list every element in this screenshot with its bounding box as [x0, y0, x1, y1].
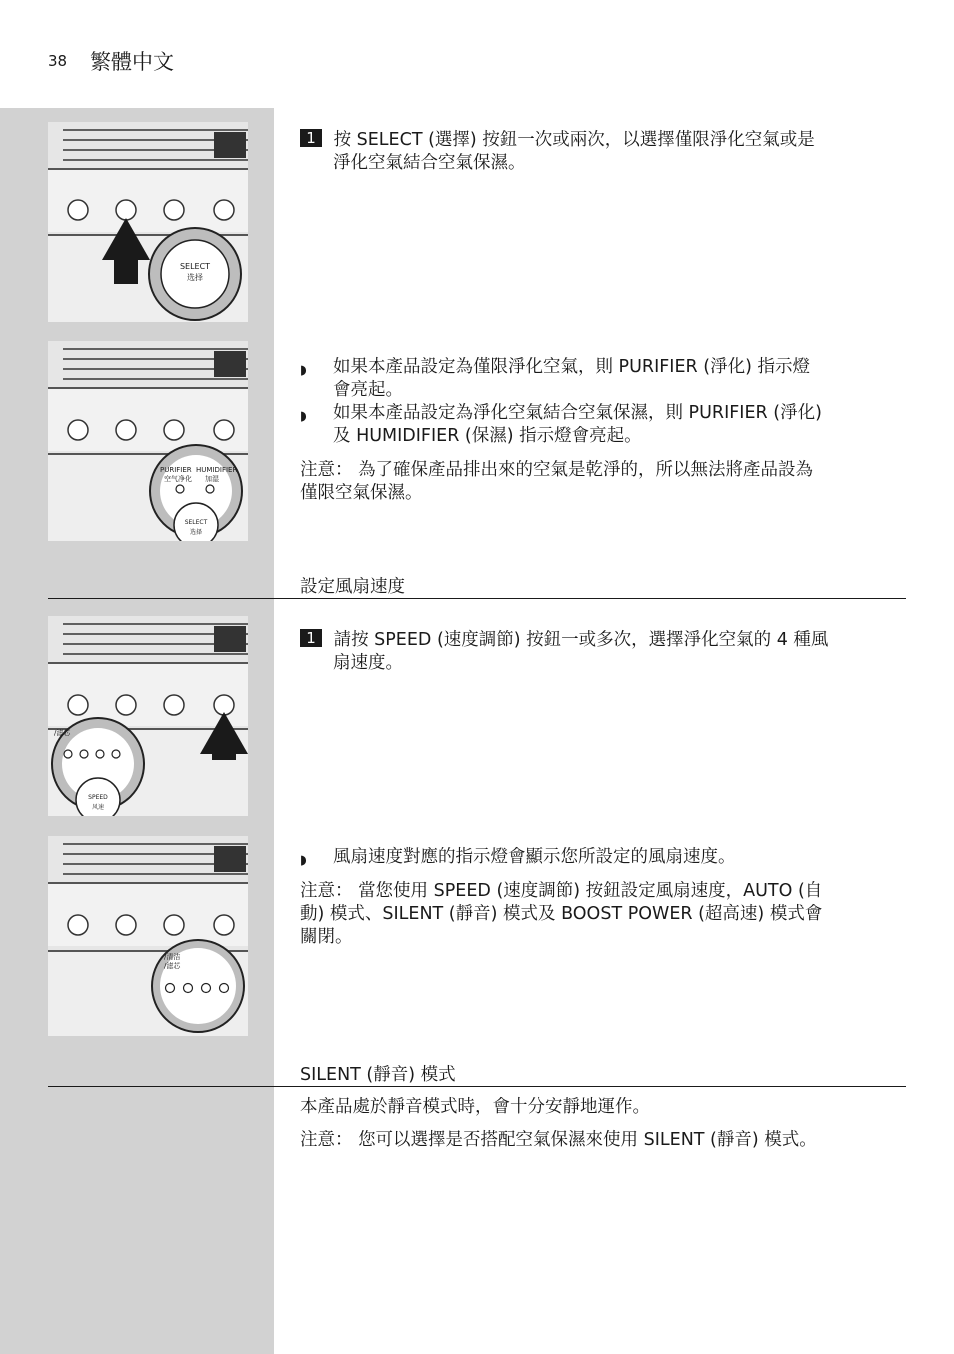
silent-note: 注意： 您可以選擇是否搭配空氣保濕來使用 SILENT (靜音) 模式。 [300, 1130, 817, 1150]
page-number: 38 [48, 52, 68, 70]
section-heading-silent: SILENT (靜音) 模式 [300, 1065, 456, 1085]
speed-label: SPEED [88, 794, 108, 801]
select-label: SELECT [184, 519, 208, 526]
note-line3: 關閉。 [300, 927, 353, 947]
device-panel-graphic [48, 122, 248, 322]
humidifier-label: HUMIDIFIER [196, 466, 238, 474]
bullet-1-line2: 會亮起。 [333, 380, 403, 400]
bullet-icon: ◗ [300, 409, 307, 424]
filter-label: /滤芯 [164, 962, 181, 970]
note-line2: 僅限空氣保濕。 [300, 483, 423, 503]
note-line2: 動) 模式、SILENT (靜音) 模式及 BOOST POWER (超高速) 模式會 [300, 904, 823, 924]
humidifier-sublabel: 加湿 [205, 475, 219, 483]
purifier-label: PURIFIER [160, 466, 192, 474]
section-divider [48, 598, 906, 599]
select-label: SELECT [179, 262, 211, 271]
illustration-speed-indicator [48, 836, 248, 1036]
illustration-select-button [48, 122, 248, 322]
step-text-line1: 請按 SPEED (速度調節) 按鈕一或多次，選擇淨化空氣的 4 種風 [333, 630, 829, 650]
bullet-1-line1: 如果本產品設定為僅限淨化空氣，則 PURIFIER (淨化) 指示燈 [333, 357, 810, 377]
note-line1: 注意： 當您使用 SPEED (速度調節) 按鈕設定風扇速度，AUTO (自 [300, 881, 823, 901]
select-sublabel: 选择 [189, 529, 202, 536]
filter-label: /滤芯 [54, 729, 71, 737]
device-panel-graphic [48, 836, 248, 1036]
bullet-speed-indicator: 風扇速度對應的指示燈會顯示您所設定的風扇速度。 [333, 847, 736, 867]
step-number: 1 [300, 129, 322, 147]
section-heading-fan-speed: 設定風扇速度 [300, 577, 405, 597]
step-text-line1: 按 SELECT (選擇) 按鈕一次或兩次，以選擇僅限淨化空氣或是 [333, 130, 815, 150]
section-divider [48, 1086, 906, 1087]
silent-body: 本產品處於靜音模式時，會十分安靜地運作。 [300, 1097, 650, 1117]
device-panel-graphic [48, 616, 248, 816]
step-number: 1 [300, 629, 322, 647]
illustration-purifier-indicator [48, 341, 248, 541]
speed-sublabel: 风速 [91, 804, 104, 811]
step-1-speed [300, 629, 828, 652]
bullet-icon: ◗ [300, 363, 307, 378]
language-title: 繁體中文 [90, 50, 174, 74]
bullet-2-line1: 如果本產品設定為淨化空氣結合空氣保濕，則 PURIFIER (淨化) [333, 403, 822, 423]
bullet-icon: ◗ [300, 853, 307, 868]
step-1-select [300, 129, 815, 152]
step-text-line2: 扇速度。 [333, 653, 403, 673]
purifier-sublabel: 空气净化 [164, 475, 192, 483]
device-panel-graphic [48, 341, 248, 541]
clean-label: /清洁 [164, 953, 181, 961]
bullet-2-line2: 及 HUMIDIFIER (保濕) 指示燈會亮起。 [333, 426, 642, 446]
step-text-line2: 淨化空氣結合空氣保濕。 [333, 153, 526, 173]
sidebar-notches [274, 108, 294, 1068]
illustration-speed-button [48, 616, 248, 816]
select-sublabel: 选择 [187, 273, 203, 282]
note-line1: 注意： 為了確保產品排出來的空氣是乾淨的，所以無法將產品設為 [300, 460, 814, 480]
